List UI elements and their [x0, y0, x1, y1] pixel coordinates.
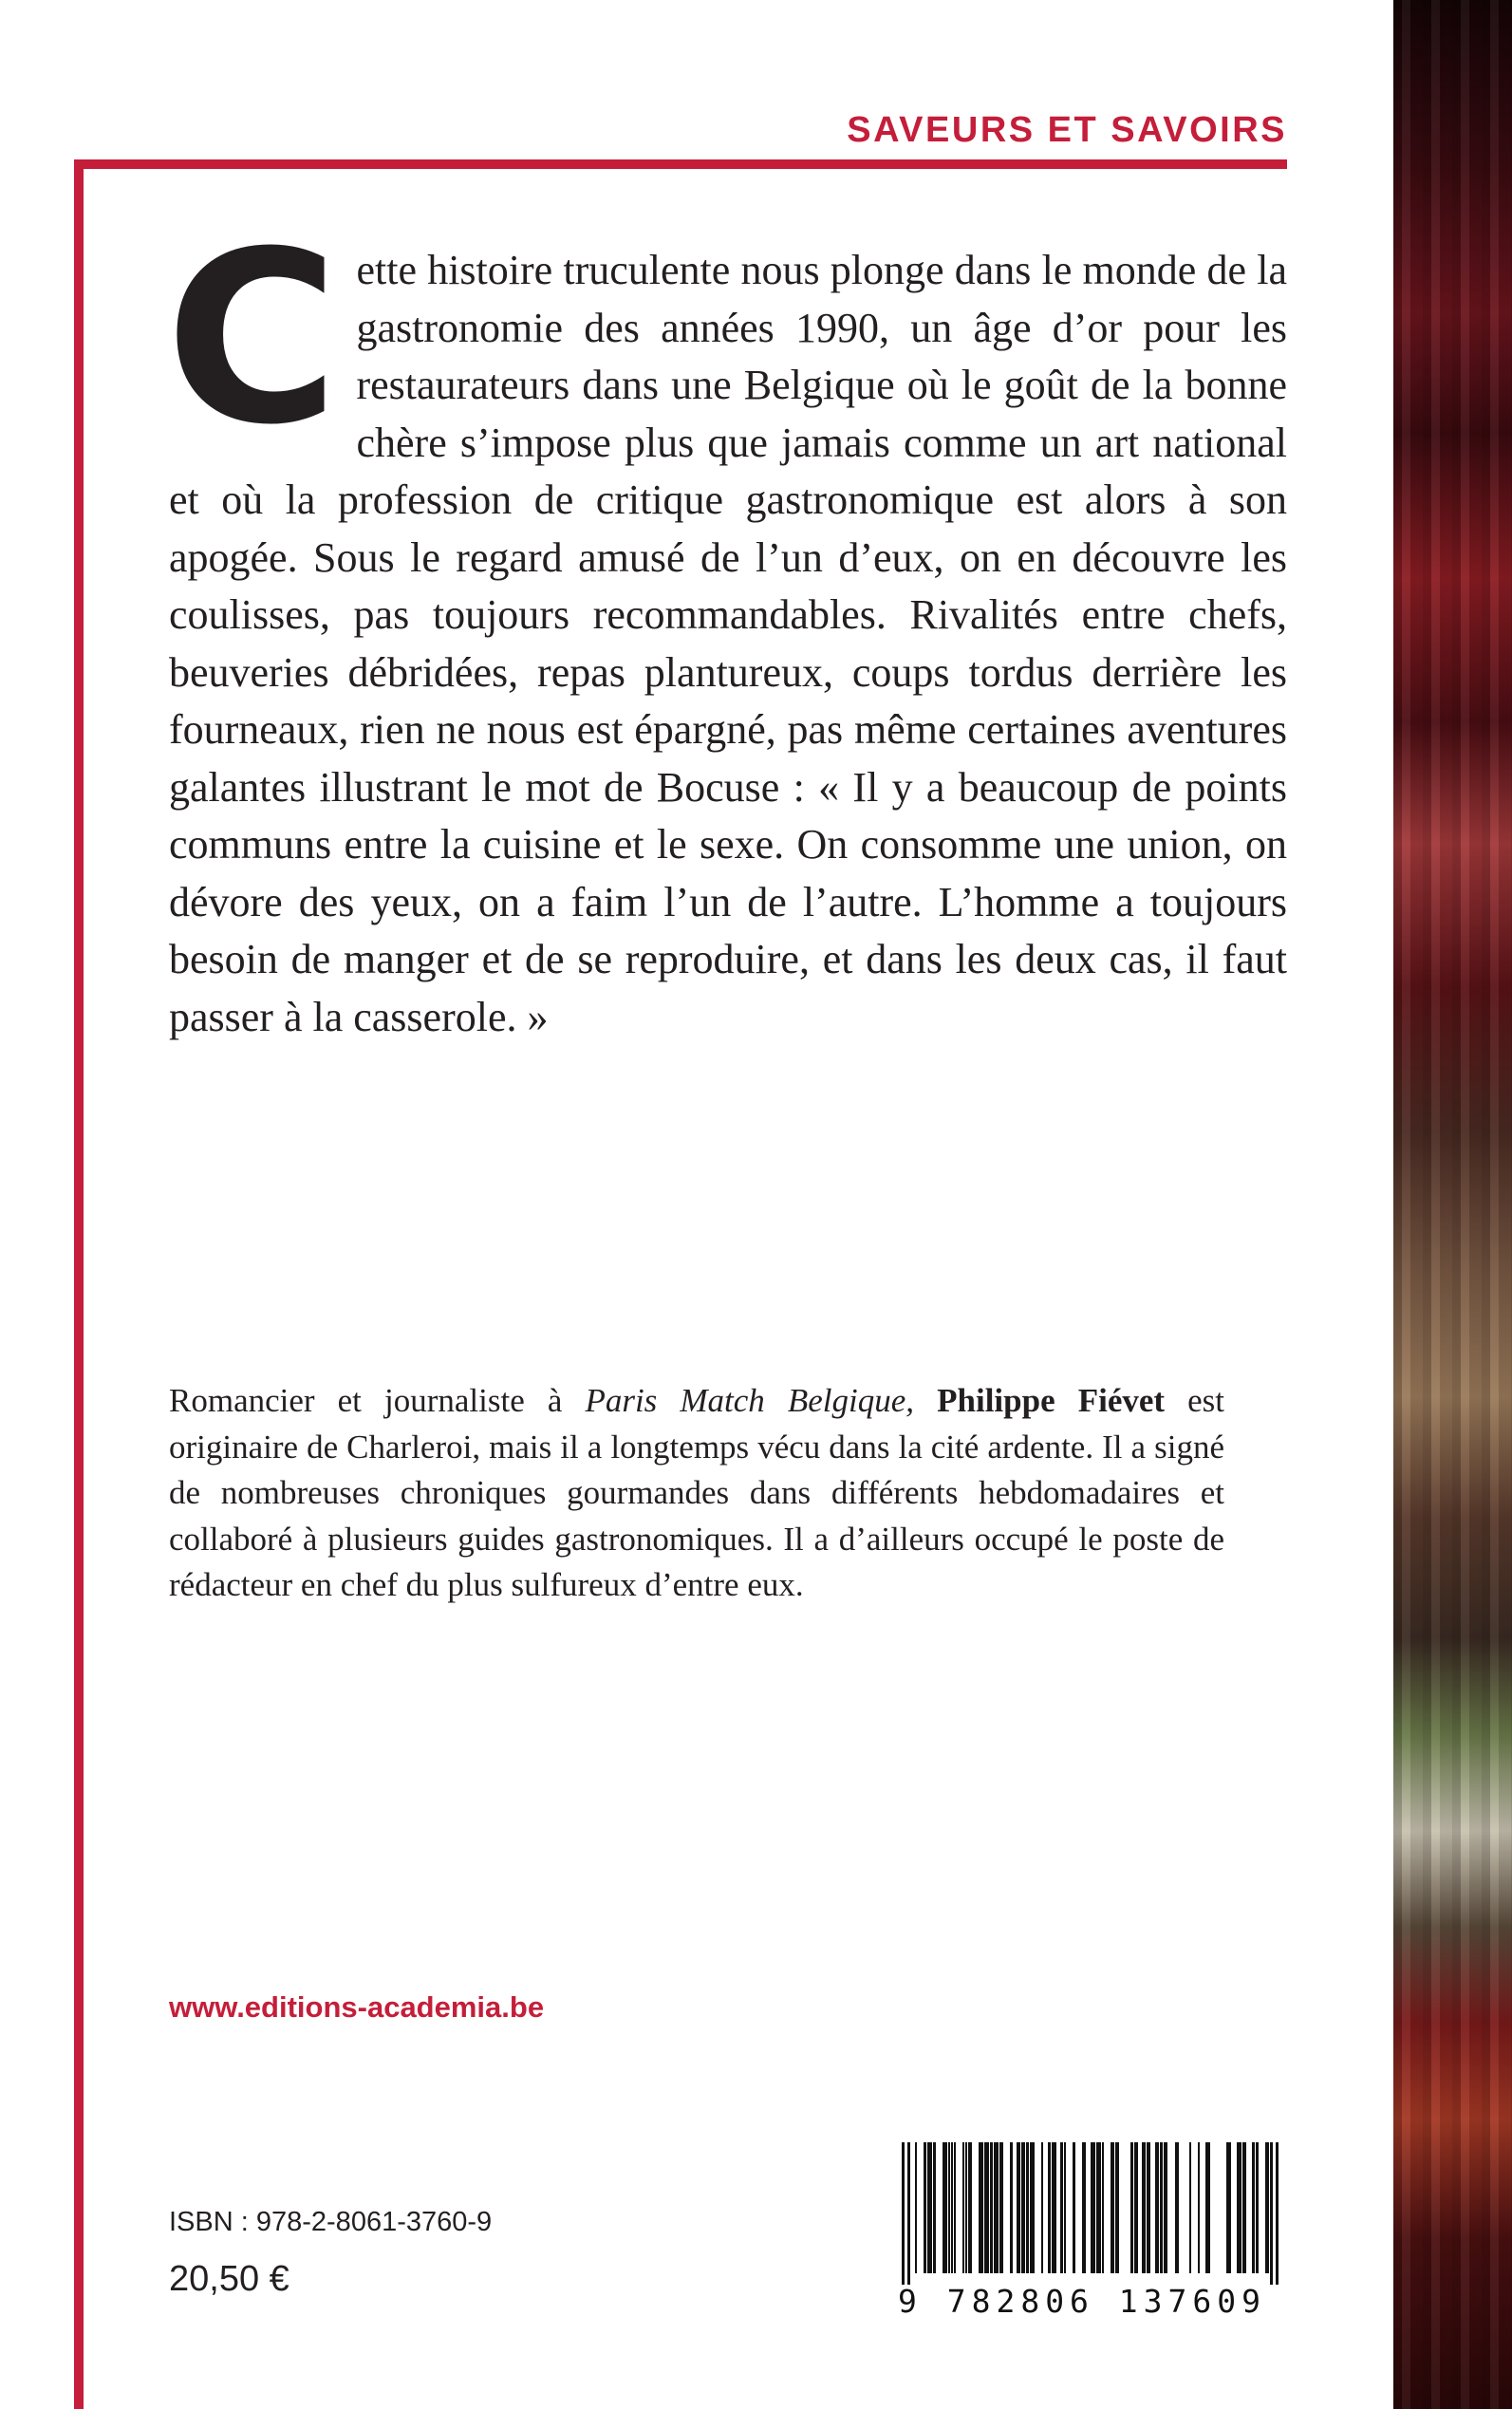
barcode-bar	[1064, 2142, 1066, 2273]
barcode-bar	[1021, 2142, 1025, 2273]
barcode-bar	[1048, 2142, 1051, 2273]
blurb	[165, 200, 1287, 1046]
barcode-bar	[1091, 2142, 1095, 2273]
barcode-bar	[990, 2142, 993, 2273]
barcode-bar	[1155, 2142, 1159, 2273]
barcode-bar	[1073, 2142, 1075, 2273]
barcode-bar	[1252, 2142, 1255, 2273]
barcode-bar	[1265, 2142, 1269, 2273]
barcode-bar	[1111, 2142, 1114, 2273]
barcode-bar	[1198, 2142, 1200, 2273]
barcode-bar	[962, 2142, 964, 2273]
barcode-bar	[1237, 2142, 1241, 2273]
barcode-bar	[1096, 2142, 1101, 2273]
series-title: SAVEURS ET SAVOIRS	[847, 110, 1287, 150]
barcode-bar	[1010, 2142, 1013, 2273]
author-bio	[169, 1378, 1224, 1609]
barcode-bar	[1256, 2142, 1259, 2273]
barcode-bar	[1041, 2142, 1043, 2273]
barcode-bar	[1052, 2142, 1056, 2273]
barcode-bar	[1030, 2142, 1035, 2273]
barcode-bars	[894, 2142, 1285, 2285]
barcode-guard-bar	[1270, 2142, 1273, 2285]
barcode-bar	[1175, 2142, 1179, 2273]
top-rule	[74, 159, 1287, 169]
barcode-bar	[1189, 2142, 1191, 2273]
bio-text: est originaire de Charleroi, mais il a longtemps vécu dans la cité ardente. Il a signé de nombreuses chroniques gourmandes dans différents hebdomadaires et collaboré à plusieurs guides gastronomiques. Il a d’ailleurs occupé le poste de rédacteur en chef du plus sulfureux d’entre eux.	[169, 1382, 1225, 1603]
barcode-bar	[979, 2142, 983, 2273]
price: 20,50 €	[169, 2259, 289, 2299]
barcode-digits: 9 782806 137609	[897, 2283, 1266, 2320]
barcode	[873, 2142, 1291, 2318]
cover-photo-strip	[1393, 0, 1512, 2409]
barcode-bar	[915, 2142, 917, 2273]
barcode-bar	[1026, 2142, 1029, 2273]
barcode-bar	[1226, 2142, 1231, 2273]
barcode-bar	[1147, 2142, 1150, 2273]
barcode-bar	[1060, 2142, 1063, 2273]
barcode-bar	[1134, 2142, 1138, 2273]
barcode-bar	[999, 2142, 1003, 2273]
barcode-bar	[933, 2142, 936, 2273]
barcode-bar	[1017, 2142, 1020, 2273]
barcode-bar	[1242, 2142, 1246, 2273]
barcode-bar	[951, 2142, 953, 2273]
barcode-guard-bar	[902, 2142, 905, 2285]
barcode-bar	[1164, 2142, 1167, 2273]
bio-prefix: Romancier et journaliste à	[169, 1382, 586, 1419]
barcode-bar	[1205, 2142, 1210, 2273]
isbn: ISBN : 978-2-8061-3760-9	[169, 2207, 493, 2237]
barcode-bar	[1115, 2142, 1119, 2273]
barcode-bar	[943, 2142, 947, 2273]
barcode-bar	[1130, 2142, 1133, 2273]
barcode-bar	[1160, 2142, 1163, 2273]
barcode-bar	[968, 2142, 972, 2273]
author-name: Philippe Fiévet	[937, 1382, 1166, 1419]
blurb-text: ette histoire truculente nous plonge dans le monde de la gastronomie des années 1990, un âge d’or pour les restaurateurs dans une Belgique où le goût de la bonne chère s’impose plus que jamais comme un art national et où la profession de critique gastronomique est alors à son apogée. Sous le regard amusé de l’un d’eux, on en découvre les coulisses, pas toujours recommandables. Rivalités entre chefs, beuveries débridées, repas plantureux, coups tordus derrière les fourneaux, rien ne nous est épargné, pas même certaines aventures galantes illustrant le mot de Bocuse : « Il y a beaucoup de points communs entre la cuisine et le sexe. On consomme une union, on dévore des yeux, on a faim l’un de l’autre. L’homme a toujours besoin de manger et de se reproduire, et dans les deux cas, il faut passer à la casserole. »	[169, 247, 1287, 1040]
barcode-bar	[948, 2142, 950, 2273]
barcode-bar	[954, 2142, 956, 2273]
barcode-bar	[965, 2142, 967, 2273]
publisher-website[interactable]: www.editions-academia.be	[169, 1990, 545, 2024]
left-rule	[74, 159, 84, 2409]
barcode-bar	[924, 2142, 926, 2273]
barcode-bar	[1082, 2142, 1086, 2273]
barcode-guard-bar	[907, 2142, 910, 2285]
barcode-bar	[1102, 2142, 1104, 2273]
barcode-bar	[994, 2142, 999, 2273]
barcode-bar	[1142, 2142, 1146, 2273]
barcode-guard-bar	[1276, 2142, 1279, 2285]
barcode-bar	[927, 2142, 932, 2273]
magazine-name: Paris Match Belgique,	[585, 1382, 915, 1419]
drop-cap: C	[165, 200, 340, 476]
barcode-bar	[984, 2142, 989, 2273]
